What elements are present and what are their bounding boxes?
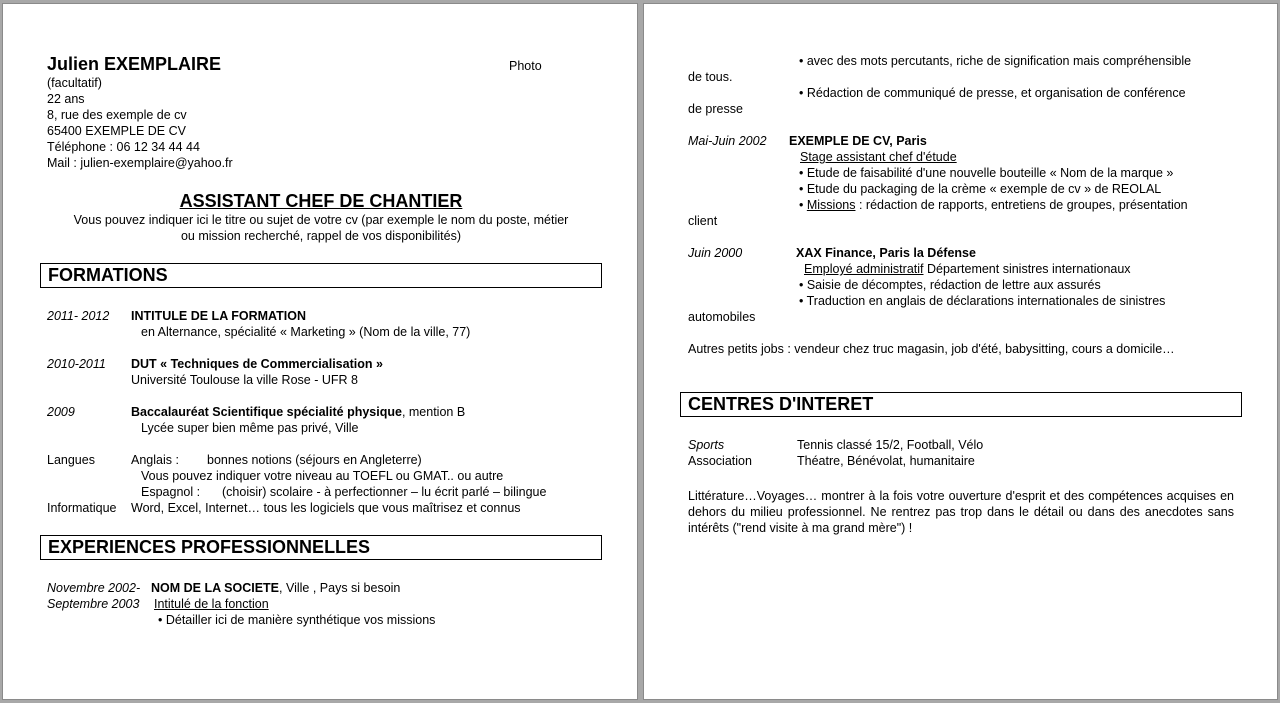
formation-2-title: DUT « Techniques de Commercialisation » <box>131 357 383 371</box>
langues-label: Langues <box>47 453 95 467</box>
cv-subtitle-1: Vous pouvez indiquer ici le titre ou sujet de votre cv (par exemple le nom du poste, métier <box>73 213 569 227</box>
section-centres-interet: CENTRES D'INTERET <box>680 392 1242 417</box>
formation-1-title: INTITULE DE LA FORMATION <box>131 309 306 323</box>
experience-1-bullet-2: • avec des mots percutants, riche de signification mais compréhensible <box>799 54 1192 68</box>
formation-3-mention: , mention B <box>401 405 466 419</box>
experience-3-bullet-1: • Saisie de décomptes, rédaction de lettre aux assurés <box>799 278 1101 292</box>
experience-3-bullet-2: • Traduction en anglais de déclarations internationales de sinistres <box>799 294 1166 308</box>
email: Mail : julien-exemplaire@yahoo.fr <box>47 156 233 170</box>
niveau-note: Vous pouvez indiquer votre niveau au TOEFL ou GMAT.. ou autre <box>141 469 504 483</box>
address-line-2: 65400 EXEMPLE DE CV <box>47 124 186 138</box>
petits-jobs: Autres petits jobs : vendeur chez truc magasin, job d'été, babysitting, cours a domicile… <box>688 342 1175 356</box>
formation-2-date: 2010-2011 <box>47 357 106 371</box>
anglais-label: Anglais : <box>131 453 179 467</box>
formation-1-date: 2011- 2012 <box>47 309 110 323</box>
experience-2-bullet-3-cont: client <box>688 214 718 228</box>
formation-3-detail: Lycée super bien même pas privé, Ville <box>141 421 359 435</box>
cv-subtitle-2: ou mission recherché, rappel de vos disponibilités) <box>180 229 461 243</box>
formation-1-detail: en Alternance, spécialité « Marketing » (Nom de la ville, 77) <box>141 325 471 339</box>
informatique-value: Word, Excel, Internet… tous les logiciels que vous maîtrisez et connus <box>131 501 521 515</box>
section-formations: FORMATIONS <box>40 263 602 288</box>
experience-1-date-start: Novembre 2002- <box>47 581 141 595</box>
sports-value: Tennis classé 15/2, Football, Vélo <box>797 438 984 452</box>
espagnol-label: Espagnol : <box>141 485 201 499</box>
experience-1-bullet-3-cont: de presse <box>688 102 743 116</box>
bullet-prefix: • <box>799 198 807 212</box>
interets-paragraph: Littérature…Voyages… montrer à la fois votre ouverture d'esprit et des compétences acquises en dehors du milieu professionnel. Ne rentrez pas trop dans le détail ou dans des anecdotes sans intérêts ("rend visite à ma grand mère") ! <box>688 489 1234 535</box>
experience-2-company: EXEMPLE DE CV, Paris <box>789 134 927 148</box>
missions-text: : rédaction de rapports, entretiens de groupes, présentation <box>855 198 1188 212</box>
experience-3-role-line <box>804 261 1131 277</box>
experience-1-bullet-2-cont: de tous. <box>688 70 733 84</box>
experience-3-date: Juin 2000 <box>688 246 743 260</box>
formation-2-detail: Université Toulouse la ville Rose - UFR 8 <box>131 373 358 387</box>
formation-3-date: 2009 <box>47 405 75 419</box>
sports-label: Sports <box>688 438 725 452</box>
formation-3-title: Baccalauréat Scientifique spécialité physique <box>131 405 402 419</box>
experience-3-department: Département sinistres internationaux <box>923 262 1131 276</box>
phone: Téléphone : 06 12 34 44 44 <box>47 140 200 154</box>
experience-2-bullet-1: • Etude de faisabilité d'une nouvelle bouteille « Nom de la marque » <box>799 166 1174 180</box>
experience-3-bullet-2-cont: automobiles <box>688 310 756 324</box>
experience-3-company: XAX Finance, Paris la Défense <box>796 246 976 260</box>
experience-1-bullet-1: • Détailler ici de manière synthétique vos missions <box>158 613 436 627</box>
experience-2-role: Stage assistant chef d'étude <box>800 150 957 164</box>
photo-note: (facultatif) <box>47 76 102 90</box>
missions-label: Missions <box>806 198 856 212</box>
experience-1-company: NOM DE LA SOCIETE <box>151 581 280 595</box>
candidate-name: Julien EXEMPLAIRE <box>47 54 222 74</box>
experience-1-date-end: Septembre 2003 <box>47 597 140 611</box>
experience-2-bullet-2: • Etude du packaging de la crème « exemple de cv » de REOLAL <box>799 182 1162 196</box>
experience-1-company-line <box>151 580 400 596</box>
experience-1-bullet-3: • Rédaction de communiqué de presse, et organisation de conférence <box>799 86 1186 100</box>
address-line-1: 8, rue des exemple de cv <box>47 108 187 122</box>
experience-2-date: Mai-Juin 2002 <box>688 134 767 148</box>
age: 22 ans <box>47 92 85 106</box>
experience-2-bullet-3 <box>799 197 1188 213</box>
cv-title: ASSISTANT CHEF DE CHANTIER <box>179 191 463 211</box>
formation-3-title-line <box>131 404 465 420</box>
experience-1-location: , Ville , Pays si besoin <box>279 581 401 595</box>
experience-1-role: Intitulé de la fonction <box>154 597 269 611</box>
experience-3-role: Employé administratif <box>804 262 924 276</box>
photo-placeholder: Photo <box>509 59 542 73</box>
cv-page-right <box>643 3 1278 700</box>
cv-page-left <box>2 3 638 700</box>
anglais-value: bonnes notions (séjours en Angleterre) <box>207 453 422 467</box>
section-experiences: EXPERIENCES PROFESSIONNELLES <box>40 535 602 560</box>
association-label: Association <box>688 454 752 468</box>
espagnol-value: (choisir) scolaire - à perfectionner – lu écrit parlé – bilingue <box>222 485 547 499</box>
association-value: Théatre, Bénévolat, humanitaire <box>797 454 975 468</box>
informatique-label: Informatique <box>47 501 117 515</box>
